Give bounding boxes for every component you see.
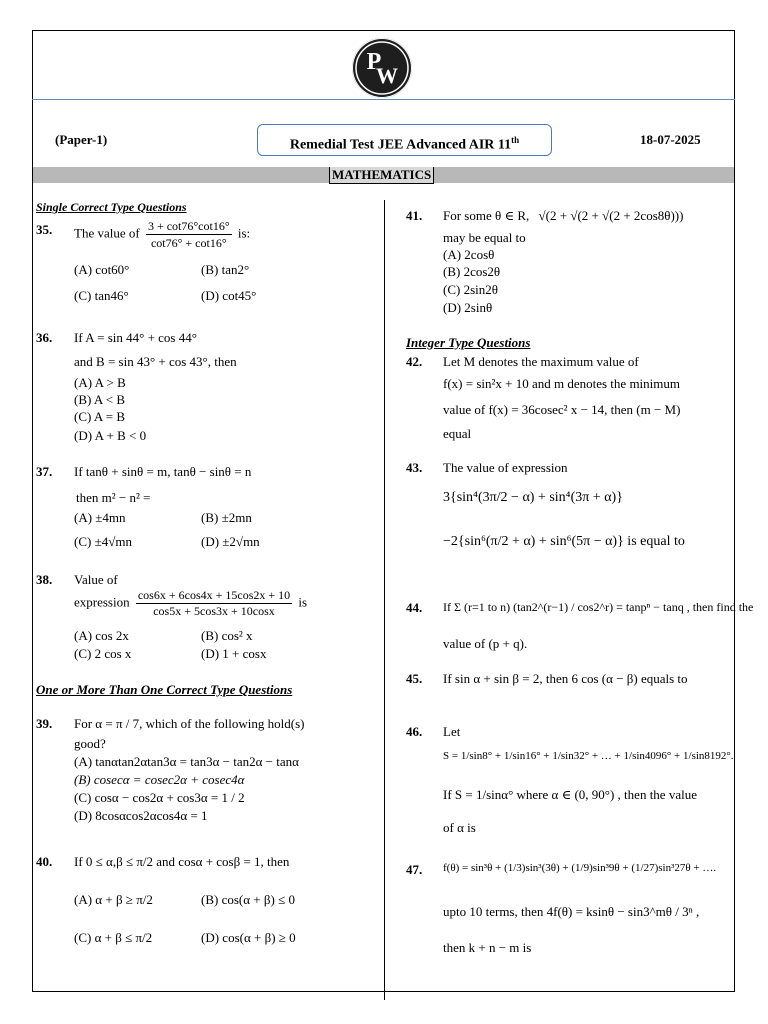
option-c: (C) α + β ≤ π/2: [74, 930, 153, 945]
header-divider: [32, 99, 735, 100]
math-expression: −2{sin⁶(π/2 + α) + sin⁶(5π − α)} is equal to: [443, 534, 685, 549]
option-a: (A) α + β ≥ π/2: [74, 892, 153, 907]
option-b: (B) cos(α + β) ≤ 0: [201, 892, 295, 907]
question-number: 47.: [406, 862, 423, 877]
question-text: If Σ (r=1 to n) (tan2^(r−1) / cos2^r) = tanpⁿ − tanq , then find the: [443, 600, 754, 614]
option-c: (C) ±4√mn: [74, 534, 132, 549]
option-b: (B) tan2°: [201, 262, 250, 277]
section-single-correct: Single Correct Type Questions: [36, 200, 187, 214]
question-number: 36.: [36, 330, 53, 345]
question-number: 43.: [406, 460, 423, 475]
option-b: (B) ±2mn: [201, 510, 252, 525]
option-d: (D) 1 + cosx: [201, 646, 267, 661]
option-b: (B) 2cos2θ: [443, 264, 501, 279]
question-text: The value of: [74, 225, 140, 241]
question-text: Let M denotes the maximum value of: [443, 354, 639, 369]
radical-expression: √(2 + √(2 + √(2 + 2cos8θ))): [538, 208, 684, 223]
section-multi-correct: One or More Than One Correct Type Questions: [36, 682, 293, 697]
subject-label: MATHEMATICS: [329, 167, 434, 184]
question-text: If 0 ≤ α,β ≤ π/2 and cosα + cosβ = 1, then: [74, 854, 290, 869]
question-text: For α = π / 7, which of the following hold(s): [74, 716, 305, 731]
question-number: 42.: [406, 354, 423, 369]
option-c: (C) 2sin2θ: [443, 282, 498, 297]
question-number: 38.: [36, 572, 53, 587]
fraction: $\frac{3 + \cot 76^\circ\cot 16^\circ}{\cot 76^\circ + \cot 16^\circ}$: [147, 219, 230, 250]
question-text: If A = sin 44° + cos 44°: [74, 330, 197, 345]
question-text: and B = sin 43° + cos 43°, then: [74, 354, 237, 369]
math-expression: S = 1/sin8° + 1/sin16° + 1/sin32° + … + 1/sin4096° + 1/sin8192°.: [443, 750, 734, 762]
pw-logo: [352, 38, 412, 98]
option-d: (D) 8cosαcos2αcos4α = 1: [74, 808, 208, 823]
question-number: 39.: [36, 716, 53, 731]
test-date: 18-07-2025: [640, 132, 701, 147]
question-text: value of (p + q).: [443, 636, 528, 651]
question-text: Let: [443, 724, 461, 739]
math-expression: f(θ) = sin³θ + (1/3)sin³(3θ) + (1/9)sin³9θ + (1/27)sin³27θ + ….: [443, 862, 717, 874]
question-number: 35.: [36, 222, 53, 237]
question-text: Value of: [74, 572, 118, 587]
question-text: f(x) = sin²x + 10 and m denotes the minimum: [443, 376, 681, 391]
test-title-sup: th: [511, 135, 520, 145]
question-text: If S = 1/sinα° where α ∈ (0, 90°) , then the value: [443, 787, 697, 802]
svg-text:P: P: [366, 49, 382, 75]
subject-bar: [33, 167, 734, 183]
option-d: (D) cos(α + β) ≥ 0: [201, 930, 296, 945]
option-a: (A) cot60°: [74, 262, 130, 277]
question-text: If tanθ + sinθ = m, tanθ − sinθ = n: [74, 464, 252, 479]
option-a: (A) A > B: [74, 375, 126, 390]
question-number: 45.: [406, 671, 423, 686]
question-text: then k + n − m is: [443, 940, 532, 955]
test-title: [257, 124, 552, 156]
question-number: 41.: [406, 208, 423, 223]
svg-text:W: W: [376, 63, 398, 88]
question-text: value of f(x) = 36cosec² x − 14, then (m − M): [443, 402, 681, 417]
fraction: $\frac{\cos 6x + 6\cos 4x + 15\cos 2x + 10}{\cos 5x + 5\cos 3x + 10\cos x}$: [137, 588, 291, 618]
question-number: 37.: [36, 464, 53, 479]
column-divider: [384, 200, 385, 1000]
question-text: equal: [443, 426, 472, 441]
option-b: (B) A < B: [74, 392, 126, 407]
option-a: (A) 2cosθ: [443, 247, 495, 262]
option-b: (B) cos² x: [201, 628, 253, 643]
option-a: (A) cos 2x: [74, 628, 129, 643]
option-a: (A) tanαtan2αtan3α = tan3α − tan2α − tanα: [74, 754, 299, 769]
test-title-text: Remedial Test JEE Advanced AIR 11: [289, 137, 512, 153]
question-number: 44.: [406, 600, 423, 615]
question-text: If sin α + sin β = 2, then 6 cos (α − β) equals to: [443, 671, 688, 686]
question-text: upto 10 terms, then 4f(θ) = ksinθ − sin3^mθ / 3ⁿ ,: [443, 904, 700, 919]
option-d: (D) 2sinθ: [443, 300, 493, 315]
question-number: 40.: [36, 854, 53, 869]
question-text: may be equal to: [443, 230, 526, 245]
option-c: (C) A = B: [74, 409, 126, 424]
option-d: (D) A + B < 0: [74, 428, 147, 443]
question-text: The value of expression: [443, 460, 568, 475]
section-integer: Integer Type Questions: [406, 335, 531, 350]
option-c: (C) 2 cos x: [74, 646, 132, 661]
paper-label: (Paper-1): [55, 132, 108, 147]
option-d: (D) ±2√mn: [201, 534, 260, 549]
question-text: expression: [74, 594, 130, 610]
question-text: For some θ ∈ R,: [443, 208, 530, 223]
option-d: (D) cot45°: [201, 288, 257, 303]
question-text: then m² − n² =: [76, 490, 151, 505]
question-text: of α is: [443, 820, 476, 835]
option-c: (C) tan46°: [74, 288, 129, 303]
math-expression: 3{sin⁴(3π/2 − α) + sin⁴(3π + α)}: [443, 490, 623, 505]
option-b: (B) cosecα = cosec2α + cosec4α: [74, 772, 245, 787]
question-text: good?: [74, 736, 106, 751]
question-number: 46.: [406, 724, 423, 739]
option-c: (C) cosα − cos2α + cos3α = 1 / 2: [74, 790, 245, 805]
option-a: (A) ±4mn: [74, 510, 126, 525]
